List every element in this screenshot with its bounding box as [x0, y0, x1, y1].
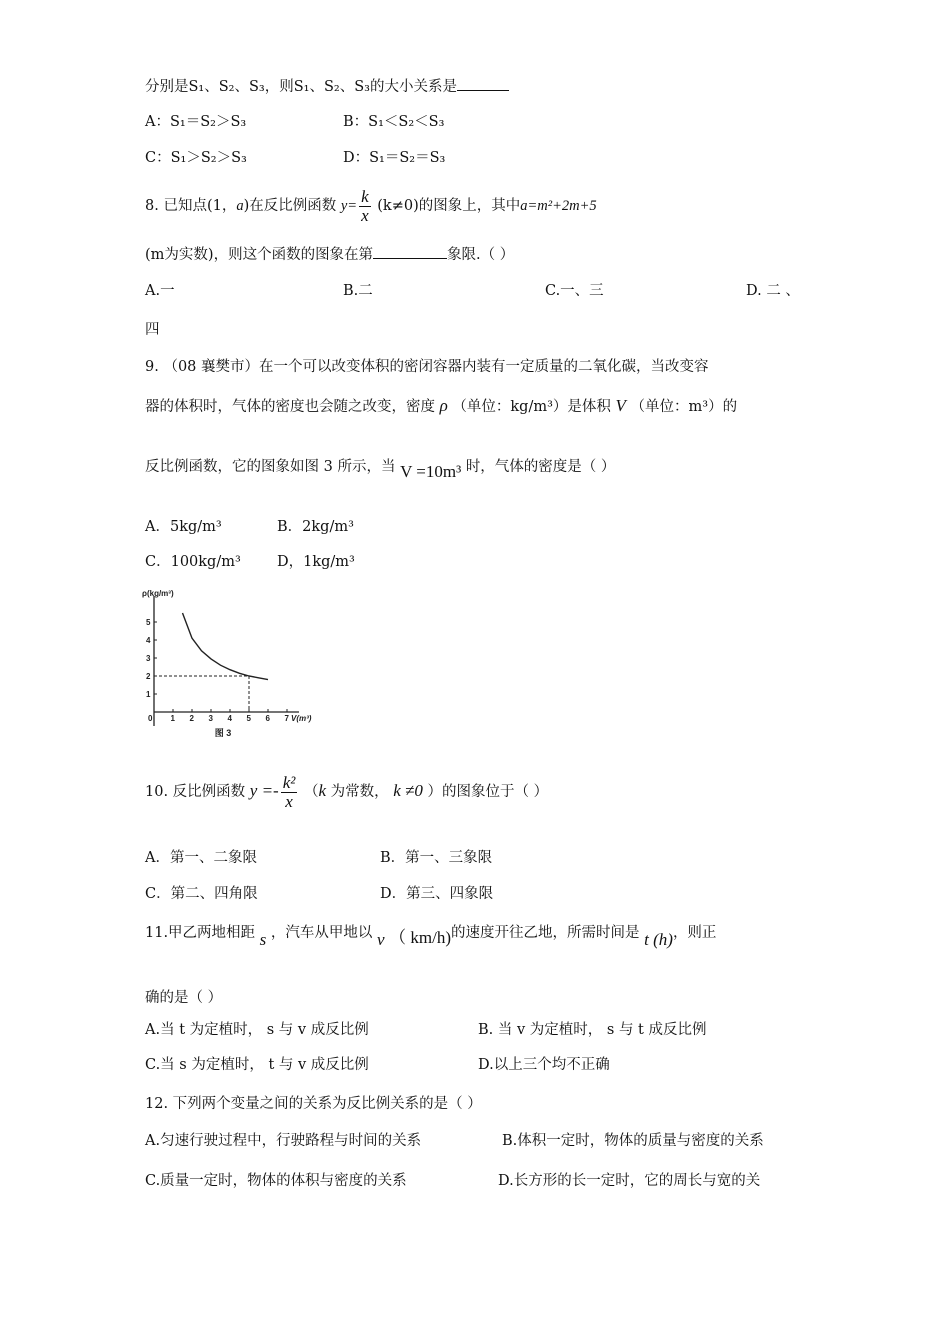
q9-option-b: B．2kg/m³ [277, 519, 354, 535]
q7-option-d: D：S₁＝S₂＝S₃ [343, 150, 446, 166]
q12-option-d: D.长方形的长一定时，它的周长与宽的关 [498, 1173, 761, 1189]
k-nonzero: k ≠0 [393, 781, 423, 800]
q10-option-d: D．第三、四象限 [380, 886, 494, 902]
q8-option-a: A.一 [145, 283, 175, 299]
speed-unit: （ km/h) [389, 928, 452, 947]
q9-option-a: A．5kg/m³ [145, 519, 222, 535]
q9-line2-post: （单位：m³）的 [630, 399, 738, 415]
answer-blank [373, 244, 447, 259]
inverse-curve [183, 613, 269, 680]
y-tick-label: 1 [146, 690, 151, 699]
fraction-numerator: k [361, 186, 369, 206]
x-tick-label: 4 [227, 714, 232, 723]
q9-line3-post: 时，气体的密度是（ ） [465, 459, 616, 475]
density-volume-chart [140, 586, 330, 742]
x-tick-label: 2 [189, 714, 194, 723]
q9-line3 [145, 456, 616, 481]
q11-option-b: B. 当 v 为定植时， s 与 t 成反比例 [478, 1022, 707, 1038]
q8-a-expression: a=m²+2m+5 [520, 198, 597, 214]
figure-caption: 图 3 [214, 728, 232, 738]
q8-line2-pre: (m为实数)，则这个函数的图象在第 [145, 247, 374, 263]
q10-pre: 反比例函数 [172, 784, 246, 800]
q10-fraction [281, 774, 298, 811]
q8-pre: 已知点(1， [163, 198, 237, 214]
q7-option-b: B：S₁＜S₂＜S₃ [343, 114, 445, 130]
volume-symbol: V [615, 396, 626, 415]
q8-y-eq: y= [340, 198, 358, 214]
x-tick-label: 6 [265, 714, 270, 723]
q9-line2-pre: 器的体积时，气体的密度也会随之改变，密度 [145, 399, 435, 415]
x-tick-label: 3 [208, 714, 213, 723]
x-tick-label: 5 [246, 714, 251, 723]
y-tick-label: 3 [146, 654, 151, 663]
x-tick-label: 7 [284, 714, 289, 723]
q8-option-c: C.一、三 [545, 283, 604, 299]
q8-option-b: B.二 [343, 283, 373, 299]
q10-number: 10. [145, 784, 169, 800]
q11-option-a: A.当 t 为定植时， s 与 v 成反比例 [145, 1022, 369, 1038]
y-tick-label: 4 [146, 636, 151, 645]
q11-option-d: D.以上三个均不正确 [478, 1057, 610, 1073]
q10-post: ）的图象位于（ ） [427, 784, 549, 800]
q12-stem: 12. 下列两个变量之间的关系为反比例关系的是（ ） [145, 1096, 482, 1112]
q10-stem [145, 770, 548, 813]
q11-pre: 11.甲乙两地相距 [145, 925, 256, 941]
q9-line2-mid: （单位：kg/m³）是体积 [452, 399, 611, 415]
q8-option-d: D. 二 、 [746, 283, 800, 299]
fraction-denominator: x [361, 205, 369, 225]
t-symbol: t (h) [644, 930, 673, 949]
q11-line2: 确的是（ ） [145, 990, 223, 1006]
q8-mid: )在反比例函数 [243, 198, 337, 214]
q10-paren: （ [303, 784, 319, 800]
q11-option-c: C.当 s 为定植时， t 与 v 成反比例 [145, 1057, 369, 1073]
q8-line2-post: 象限.（ ） [447, 247, 515, 263]
q7-option-c: C：S₁＞S₂＞S₃ [145, 150, 247, 166]
fraction-denominator: x [285, 791, 293, 811]
q9-line2 [145, 396, 737, 417]
v-symbol: v [377, 930, 385, 949]
q9-option-d: D，1kg/m³ [277, 554, 355, 570]
q10-y-eq: y =- [249, 781, 279, 800]
q8-line2 [145, 244, 514, 265]
q9-line3-pre: 反比例函数，它的图象如图 3 所示，当 [145, 459, 396, 475]
q8-fraction [359, 188, 371, 225]
answer-blank [457, 76, 509, 91]
q10-option-a: A．第一、二象限 [145, 850, 257, 866]
q11-mid1: ，汽车从甲地以 [270, 925, 373, 941]
rho-symbol: ρ [439, 396, 448, 415]
q11-post: ，则正 [672, 925, 717, 941]
x-tick-label: 1 [170, 714, 175, 723]
fraction-numerator: k² [282, 772, 296, 792]
q9-line1: 9. （08 襄樊市）在一个可以改变体积的密闭容器内装有一定质量的二氧化碳，当改变容 [145, 359, 709, 375]
q8-stem [145, 186, 597, 226]
q8-option-d-cont: 四 [145, 322, 160, 338]
q12-option-a: A.匀速行驶过程中，行驶路程与时间的关系 [145, 1133, 422, 1149]
q11-mid2: 的速度开往乙地，所需时间是 [451, 925, 640, 941]
s-symbol: s [259, 930, 267, 949]
q8-number: 8. [145, 198, 159, 214]
x-axis-label: V(m³) [291, 714, 312, 723]
q10-option-c: C．第二、四角限 [145, 886, 258, 902]
q8-condition: (k≠0)的图象上，其中 [377, 198, 521, 214]
q7-option-a: A：S₁＝S₂＞S₃ [145, 114, 247, 130]
x-tick-label: 0 [148, 714, 153, 723]
q10-option-b: B．第一、三象限 [380, 850, 493, 866]
volume-equation: V =10m³ [400, 462, 462, 481]
q9-option-c: C．100kg/m³ [145, 554, 241, 570]
k-symbol: k [318, 781, 327, 800]
y-axis-label: ρ(kg/m³) [142, 589, 174, 598]
y-tick-label: 5 [146, 618, 151, 627]
q7-stem [145, 76, 509, 97]
q12-option-c: C.质量一定时，物体的体积与密度的关系 [145, 1173, 407, 1189]
q10-mid: 为常数， [330, 784, 389, 800]
y-tick-label: 2 [146, 672, 151, 681]
q7-stem-text: 分别是S₁、S₂、S₃，则S₁、S₂、S₃的大小关系是 [145, 79, 457, 95]
q12-option-b: B.体积一定时，物体的质量与密度的关系 [502, 1133, 764, 1149]
q8-a: a [236, 198, 244, 214]
q11-stem [145, 922, 717, 949]
